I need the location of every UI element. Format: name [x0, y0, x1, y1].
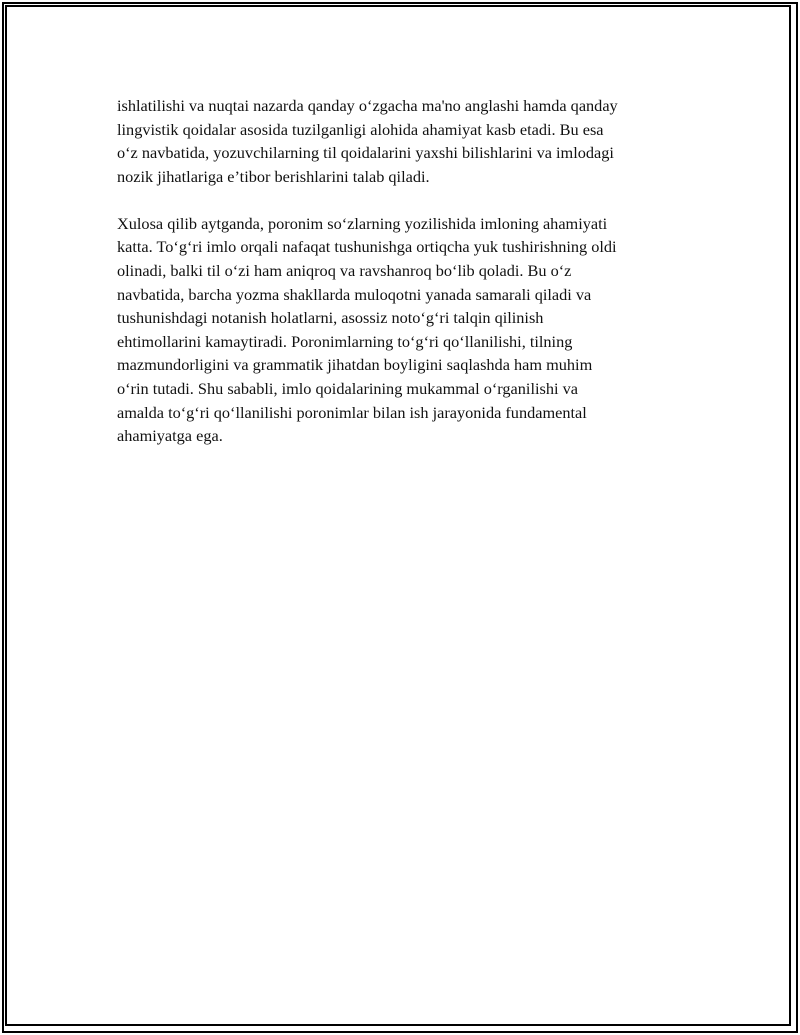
- paragraph-line: amalda to‘g‘ri qo‘llanilishi poronimlar bilan ish jarayonida fundamental: [117, 402, 587, 422]
- paragraph-line: Xulosa qilib aytganda, poronim so‘zlarning yozilishida imloning ahamiyati: [117, 213, 608, 233]
- document-body: [117, 94, 697, 471]
- paragraph-2: [117, 212, 697, 448]
- paragraph-line: ishlatilishi va nuqtai nazarda qanday o‘zgacha ma'no anglashi hamda qanday: [117, 96, 618, 115]
- paragraph-line: ehtimollarini kamaytiradi. Poronimlarning to‘g‘ri qo‘llanilishi, tilning: [117, 331, 573, 351]
- paragraph-line: tushunishdagi notanish holatlarni, asossiz noto‘g‘ri talqin qilinish: [117, 308, 544, 328]
- paragraph-line: olinadi, balki til o‘zi ham aniqroq va ravshanroq bo‘lib qoladi. Bu o‘z: [117, 261, 572, 281]
- paragraph-line: katta. To‘g‘ri imlo orqali nafaqat tushunishga ortiqcha yuk tushirishning oldi: [117, 237, 617, 257]
- paragraph-line: nozik jihatlariga e’tibor berishlarini talab qiladi.: [117, 166, 430, 186]
- paragraph-line: ahamiyatga ega.: [117, 426, 223, 446]
- paragraph-line: o‘z navbatida, yozuvchilarning til qoidalarini yaxshi bilishlarini va imlodagi: [117, 143, 614, 163]
- paragraph-1: [117, 94, 697, 188]
- paragraph-line: lingvistik qoidalar asosida tuzilganligi alohida ahamiyat kasb etadi. Bu esa: [117, 119, 604, 139]
- paragraph-line: mazmundorligini va grammatik jihatdan boyligini saqlashda ham muhim: [117, 355, 593, 375]
- paragraph-line: o‘rin tutadi. Shu sababli, imlo qoidalarining mukammal o‘rganilishi va: [117, 379, 578, 399]
- paragraph-line: navbatida, barcha yozma shakllarda muloqotni yanada samarali qiladi va: [117, 284, 592, 304]
